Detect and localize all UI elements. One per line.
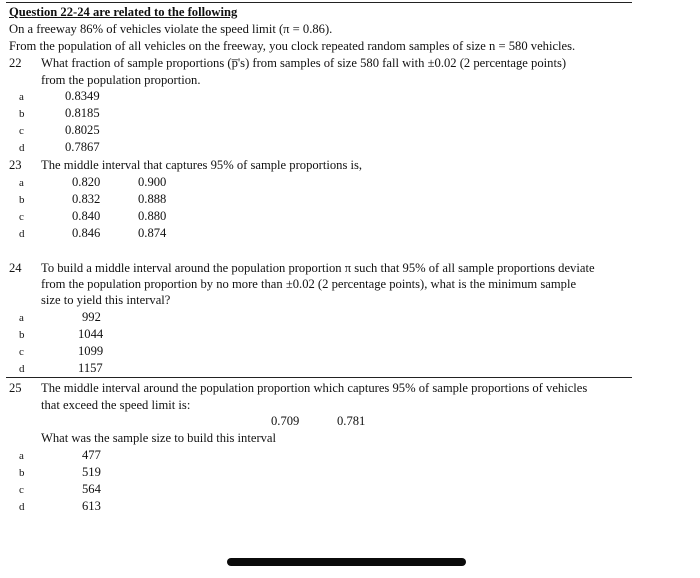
- q24-number: 24: [9, 261, 22, 275]
- q24-option-d-value: 1157: [78, 361, 103, 375]
- q25-text-line-2: that exceed the speed limit is:: [41, 398, 191, 412]
- q25-option-b-value: 519: [82, 465, 101, 479]
- q23-option-a-letter: a: [19, 177, 24, 189]
- q22-text-line-1: What fraction of sample proportions (p̅'s) from samples of size 580 fall with ±0.02 (2 percentage points): [41, 56, 567, 70]
- q22-option-a-value: 0.8349: [65, 89, 100, 103]
- q23-option-d-high: 0.874: [138, 226, 167, 240]
- q23-option-c-letter: c: [19, 211, 24, 223]
- q22-option-c-value: 0.8025: [65, 123, 100, 137]
- q25-option-c-value: 564: [82, 482, 101, 496]
- q24-text-line-2: from the population proportion by no more than ±0.02 (2 percentage points), what is the minimum sample: [41, 277, 577, 291]
- q24-option-c-value: 1099: [78, 344, 104, 358]
- q24-option-a-letter: a: [19, 312, 24, 324]
- q23-option-d-letter: d: [19, 228, 25, 240]
- section-title: Question 22-24 are related to the following: [9, 5, 238, 19]
- q25-interval-low: 0.709: [271, 414, 300, 428]
- q25-text-line-1: The middle interval around the population proportion which captures 95% of sample proportions of vehicles: [41, 381, 588, 395]
- q24-option-b-letter: b: [19, 329, 25, 341]
- q24-option-d-letter: d: [19, 363, 25, 375]
- q22-option-b-value: 0.8185: [65, 106, 100, 120]
- q23-option-a-high: 0.900: [138, 175, 167, 189]
- q24-text-line-3: size to yield this interval?: [41, 293, 171, 307]
- q22-option-d-letter: d: [19, 142, 25, 154]
- q23-text: The middle interval that captures 95% of sample proportions is,: [41, 158, 363, 172]
- q23-option-c-low: 0.840: [72, 209, 101, 223]
- q25-option-a-value: 477: [82, 448, 101, 462]
- q22-option-a-letter: a: [19, 91, 24, 103]
- q24-option-a-value: 992: [82, 310, 101, 324]
- q23-number: 23: [9, 158, 22, 172]
- top-divider: [6, 2, 632, 3]
- q24-option-b-value: 1044: [78, 327, 104, 341]
- q25-option-a-letter: a: [19, 450, 24, 462]
- q23-option-d-low: 0.846: [72, 226, 101, 240]
- q25-option-c-letter: c: [19, 484, 24, 496]
- q22-option-d-value: 0.7867: [65, 140, 100, 154]
- q23-option-b-high: 0.888: [138, 192, 167, 206]
- q25-option-d-letter: d: [19, 501, 25, 513]
- q24-option-c-letter: c: [19, 346, 24, 358]
- q23-option-b-low: 0.832: [72, 192, 101, 206]
- q22-text-line-2: from the population proportion.: [41, 73, 201, 87]
- q25-option-d-value: 613: [82, 499, 101, 513]
- context-line-1: On a freeway 86% of vehicles violate the speed limit (π = 0.86).: [9, 22, 333, 36]
- q25-sub-question: What was the sample size to build this interval: [41, 431, 277, 445]
- home-indicator[interactable]: [227, 558, 466, 566]
- q23-option-b-letter: b: [19, 194, 25, 206]
- q22-option-b-letter: b: [19, 108, 25, 120]
- q25-interval-high: 0.781: [337, 414, 366, 428]
- q22-number: 22: [9, 56, 22, 70]
- q25-option-b-letter: b: [19, 467, 25, 479]
- q23-option-a-low: 0.820: [72, 175, 101, 189]
- q23-option-c-high: 0.880: [138, 209, 167, 223]
- q22-option-c-letter: c: [19, 125, 24, 137]
- q24-text-line-1: To build a middle interval around the population proportion π such that 95% of all sample proportions deviate: [41, 261, 595, 275]
- context-line-2: From the population of all vehicles on the freeway, you clock repeated random samples of size n = 580 vehicles.: [9, 39, 576, 53]
- q25-number: 25: [9, 381, 22, 395]
- q25-divider: [6, 377, 632, 378]
